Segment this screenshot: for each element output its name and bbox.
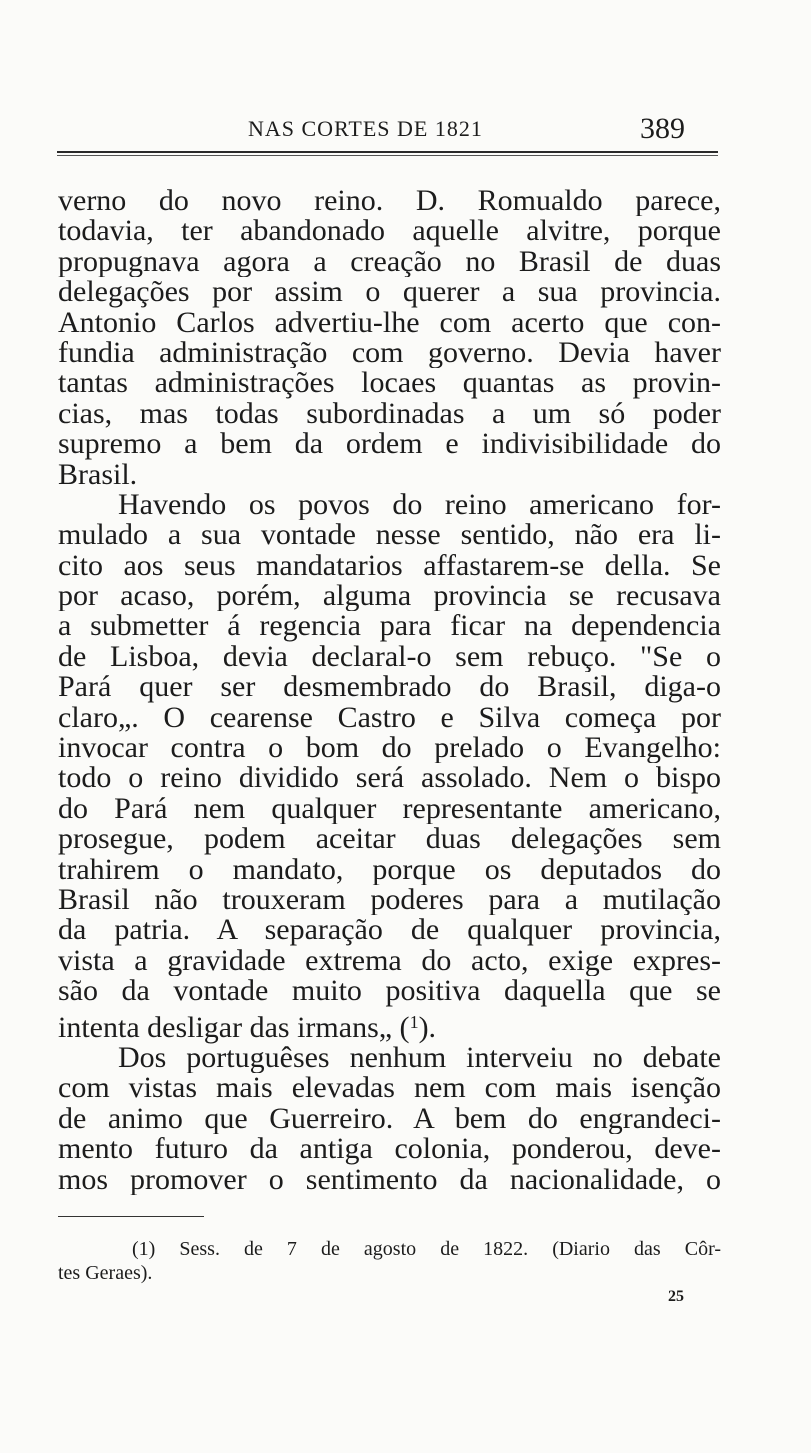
text-line: de animo que Guerreiro. A bem do engrandeci- bbox=[58, 1103, 721, 1135]
text-line: claro„. O cearense Castro e Silva começa por bbox=[58, 702, 721, 734]
text-line: propugnava agora a creação no Brasil de duas bbox=[58, 246, 721, 278]
text-line-content: intenta desligar das irmans„ ( bbox=[58, 1010, 410, 1044]
text-line: com vistas mais elevadas nem com mais isenção bbox=[58, 1073, 721, 1104]
text-line: mos promover o sentimento da nacionalidade, o bbox=[58, 1164, 721, 1195]
text-line: supremo a bem da ordem e indivisibilidade do bbox=[58, 429, 721, 460]
paragraph-start-line: Havendo os povos do reino americano for- bbox=[118, 489, 721, 521]
text-line: invocar contra o bom do prelado o Evangelho: bbox=[58, 733, 721, 764]
text-line: tantas administrações locaes quantas as provin- bbox=[58, 368, 721, 399]
text-line: todo o reino dividido será assolado. Nem o bispo bbox=[58, 763, 721, 794]
text-line: Brasil. bbox=[58, 457, 138, 491]
text-line: vista a gravidade extrema do acto, exige expres- bbox=[58, 945, 721, 977]
text-line: do Pará nem qualquer representante americano, bbox=[58, 793, 721, 825]
text-line: a submetter á regencia para ficar na dependencia bbox=[58, 611, 721, 642]
footnote-reference: 1 bbox=[409, 1011, 419, 1032]
text-line: Pará quer ser desmembrado do Brasil, diga-o bbox=[58, 672, 721, 703]
body-text bbox=[58, 186, 721, 1195]
text-line-with-footnote-ref bbox=[58, 1007, 721, 1043]
header-rule-thin bbox=[57, 155, 718, 156]
text-line: todavia, ter abandonado aquelle alvitre, porque bbox=[58, 216, 721, 247]
text-line: da patria. A separação de qualquer provincia, bbox=[58, 915, 721, 946]
running-head-title: NAS CORTES DE 1821 bbox=[248, 116, 483, 141]
text-line: fundia administração com governo. Devia haver bbox=[58, 337, 721, 369]
footnotes bbox=[58, 1237, 721, 1285]
text-line: verno do novo reino. D. Romualdo parece, bbox=[58, 186, 721, 217]
text-line: mulado a sua vontade nesse sentido, não era li- bbox=[58, 520, 721, 551]
header-rule bbox=[57, 151, 718, 153]
text-line: cito aos seus mandatarios affastarem-se della. Se bbox=[58, 550, 721, 582]
paragraph-start-line: Dos portuguêses nenhum interveiu no debate bbox=[118, 1042, 721, 1074]
text-line: de Lisboa, devia declaral-o sem rebuço. "Se o bbox=[58, 641, 721, 673]
footnote-rule bbox=[58, 1216, 204, 1217]
text-line: delegações por assim o querer a sua provincia. bbox=[58, 277, 721, 308]
text-line: prosegue, podem aceitar duas delegações sem bbox=[58, 824, 721, 855]
text-line: trahirem o mandato, porque os deputados do bbox=[58, 854, 721, 885]
footnote-reference-close: ). bbox=[418, 1010, 437, 1044]
running-head bbox=[0, 112, 811, 156]
footnote-line: tes Geraes). bbox=[58, 1262, 153, 1284]
printer-signature-mark: 25 bbox=[668, 1288, 684, 1305]
text-line: Antonio Carlos advertiu-lhe com acerto que con- bbox=[58, 307, 721, 338]
text-line: mento futuro da antiga colonia, ponderou, deve- bbox=[58, 1134, 721, 1165]
text-line: Brasil não trouxeram poderes para a mutilação bbox=[58, 885, 721, 916]
footnote-line: (1) Sess. de 7 de agosto de 1822. (Diario das Côr- bbox=[132, 1238, 721, 1260]
page-number: 389 bbox=[640, 112, 685, 145]
text-line: cias, mas todas subordinadas a um só poder bbox=[58, 398, 721, 430]
text-line: por acaso, porém, alguma provincia se recusava bbox=[58, 581, 721, 612]
text-line: são da vontade muito positiva daquella que se bbox=[58, 976, 721, 1007]
